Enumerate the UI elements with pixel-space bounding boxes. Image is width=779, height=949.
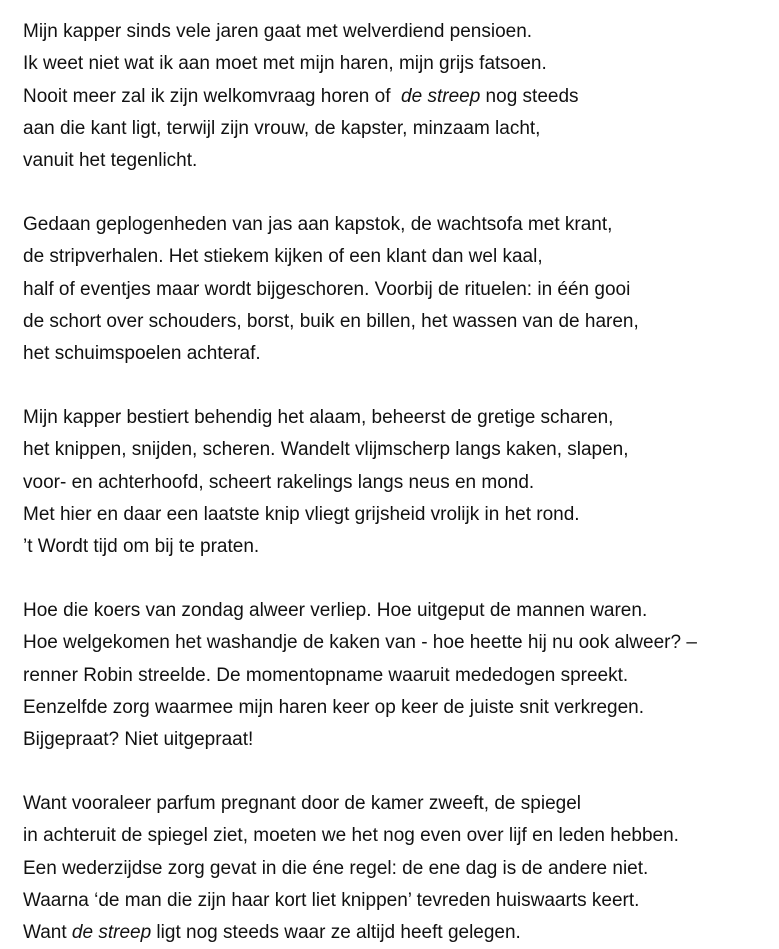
stanza-2 — [23, 209, 773, 370]
poem-line — [23, 81, 773, 113]
italic-phrase: de streep — [71, 922, 152, 944]
line-segment: nog steeds — [480, 85, 579, 107]
stanza-4 — [23, 595, 773, 756]
poem-line: de schort over schouders, borst, buik en billen, het wassen van de haren, — [23, 310, 639, 332]
poem-line: half of eventjes maar wordt bijgeschoren. Voorbij de rituelen: in één gooi — [23, 278, 631, 300]
poem-line: Mijn kapper bestiert behendig het alaam, beheerst de gretige scharen, — [23, 406, 614, 428]
poem-line: Hoe welgekomen het washandje de kaken van - hoe heette hij nu ook alweer? – — [23, 632, 697, 654]
poem-line: in achteruit de spiegel ziet, moeten we het nog even over lijf en leden hebben. — [23, 825, 679, 847]
poem-line: ’t Wordt tijd om bij te praten. — [23, 536, 260, 558]
poem-line: voor- en achterhoofd, scheert rakelings langs neus en mond. — [23, 471, 535, 493]
poem-line: het knippen, snijden, scheren. Wandelt vlijmscherp langs kaken, slapen, — [23, 439, 629, 461]
poem-line: Mijn kapper sinds vele jaren gaat met welverdiend pensioen. — [23, 21, 533, 42]
poem-line: Eenzelfde zorg waarmee mijn haren keer op keer de juiste snit verkregen. — [23, 696, 644, 718]
line-segment: Nooit meer zal ik zijn welkomvraag horen of — [23, 85, 402, 107]
poem-line: aan die kant ligt, terwijl zijn vrouw, de kapster, minzaam lacht, — [23, 117, 541, 139]
poem-line: Bijgepraat? Niet uitgepraat! — [23, 729, 254, 751]
poem-line: Gedaan geplogenheden van jas aan kapstok, de wachtsofa met krant, — [23, 213, 613, 235]
stanza-3 — [23, 402, 773, 563]
poem-line — [23, 917, 773, 949]
poem-line: Waarna ‘de man die zijn haar kort liet knippen’ tevreden huiswaarts keert. — [23, 889, 640, 911]
line-segment: Want — [23, 922, 72, 944]
italic-phrase: de streep — [401, 85, 481, 107]
poem-line: vanuit het tegenlicht. — [23, 150, 198, 172]
line-segment: ligt nog steeds waar ze altijd heeft gelegen. — [151, 922, 521, 944]
poem-line: Want vooraleer parfum pregnant door de kamer zweeft, de spiegel — [23, 792, 581, 814]
poem-line: Ik weet niet wat ik aan moet met mijn haren, mijn grijs fatsoen. — [23, 53, 547, 75]
stanza-5 — [23, 788, 773, 949]
poem-line: Met hier en daar een laatste knip vliegt grijsheid vrolijk in het rond. — [23, 503, 580, 525]
stanza-1 — [23, 16, 773, 177]
poem-line: Een wederzijdse zorg gevat in die éne regel: de ene dag is de andere niet. — [23, 857, 649, 879]
poem-line: renner Robin streelde. De momentopname waaruit mededogen spreekt. — [23, 664, 629, 686]
poem-line: Hoe die koers van zondag alweer verliep. Hoe uitgeput de mannen waren. — [23, 599, 648, 621]
poem-line: het schuimspoelen achteraf. — [23, 343, 261, 365]
poem-text — [23, 16, 773, 949]
poem-line: de stripverhalen. Het stiekem kijken of een klant dan wel kaal, — [23, 246, 543, 268]
